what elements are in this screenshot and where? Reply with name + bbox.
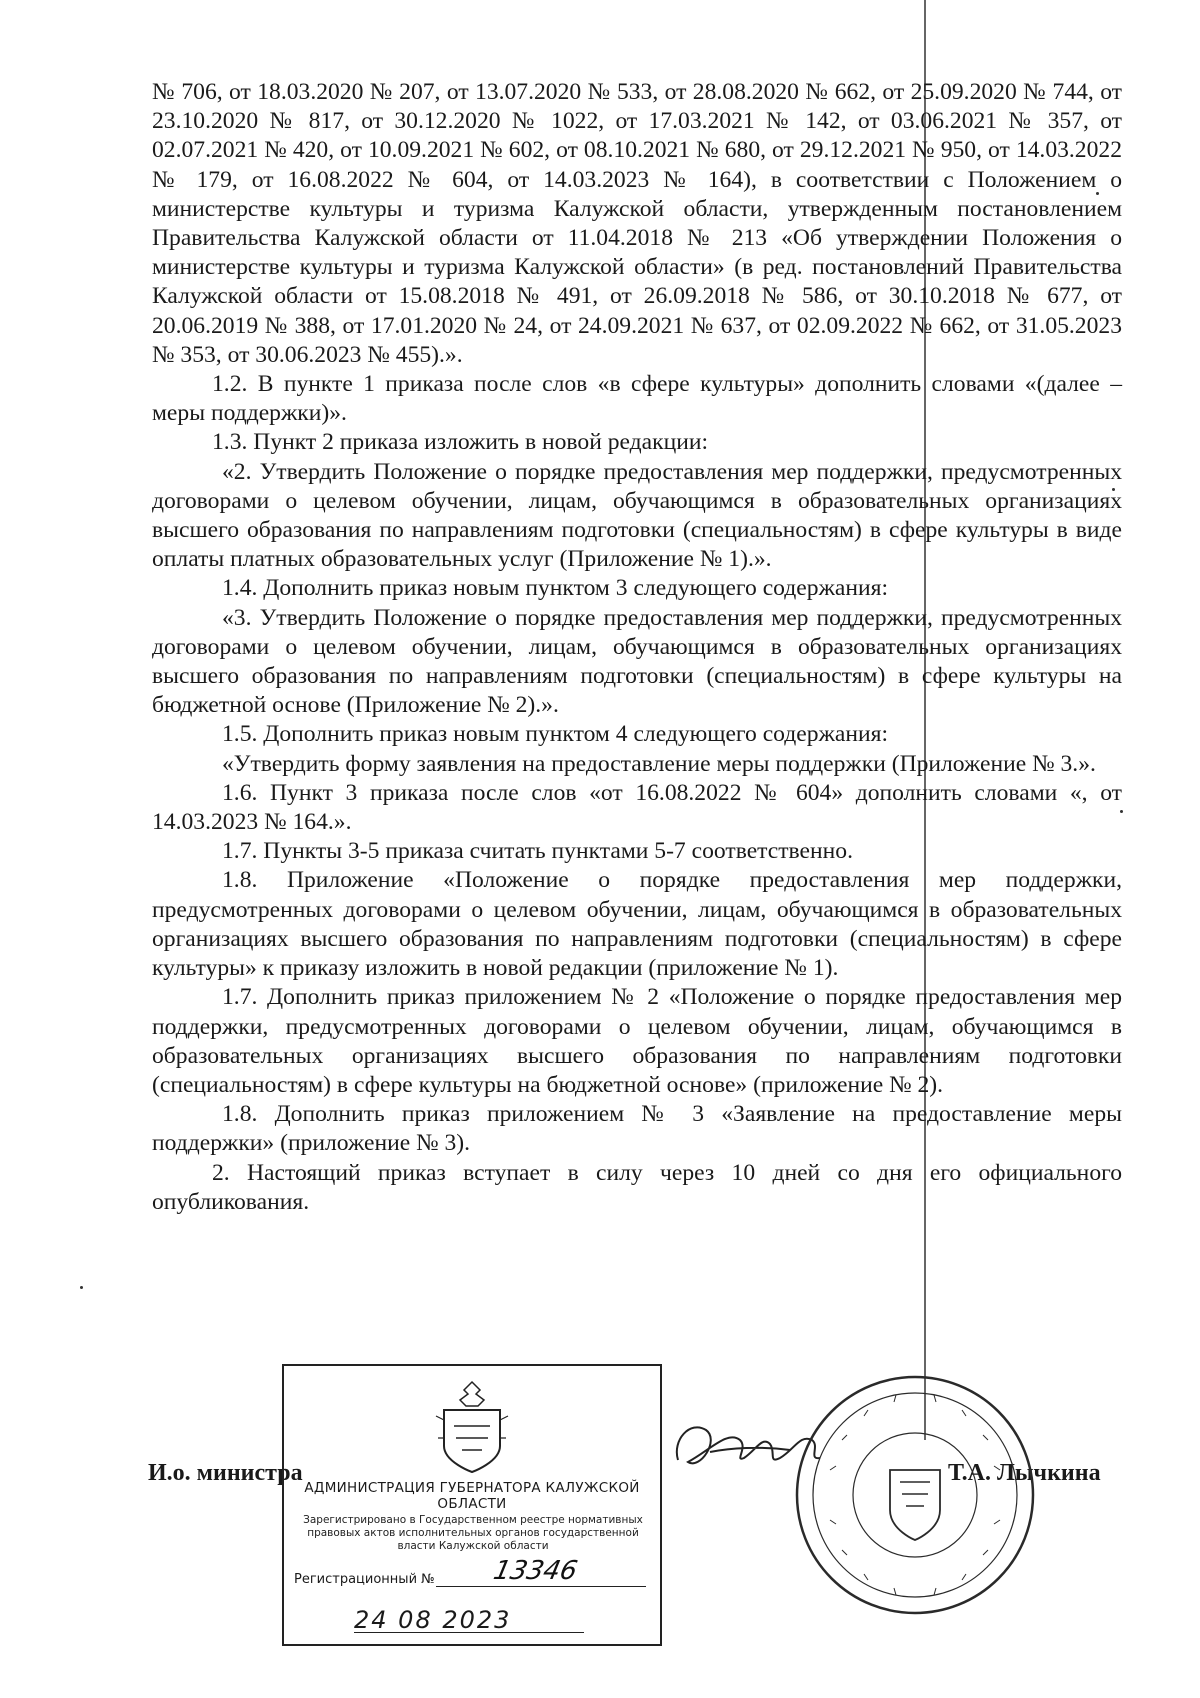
scan-speck — [80, 1286, 83, 1289]
paragraph-1-7: 1.7. Пункты 3-5 приказа считать пунктами 5-7 соответственно. — [222, 838, 853, 865]
paragraph-1-3: 1.3. Пункт 2 приказа изложить в новой редакции: — [212, 429, 709, 456]
stamp-reg-label: Регистрационный № — [294, 1572, 435, 1587]
paragraph-quote-4: «Утвердить форму заявления на предоставление меры поддержки (Приложение № 3.». — [222, 750, 1096, 777]
paragraph-2-effective: 2. Настоящий приказ вступает в силу через 10 дней со дня его официального опубликования. — [152, 1159, 1122, 1215]
paragraph-1-8: 1.8. Приложение «Положение о порядке предоставления мер поддержки, предусмотренных договорами о целевом обучении, лицам, обучающимся в образовательных организациях высшего образования по направлениям подготовки (специальностям) в сфере культуры» к приказу изложить в новой редакции (приложение № 1). — [152, 867, 1122, 982]
signer-name: Т.А. Лычкина — [948, 1460, 1101, 1486]
paragraph-legal-basis: № 706, от 18.03.2020 № 207, от 13.07.2020 № 533, от 28.08.2020 № 662, от 25.09.2020 № 744, от 23.10.2020 № 817, от 30.12.2020 № 1022, от 17.03.2021 № 142, от 03.06.2021 № 357, от 02.07.2021 № 420, от 10.09.2021 № 602, от 08.10.2021 № 680, от 29.12.2021 № 950, от 14.03.2022 № 179, от 16.08.2022 № 604, от 14.03.2023 № 164), в соответствии с Положением о министерстве культуры и туризма Калужской области, утвержденным постановлением Правительства Калужской области от 11.04.2018 № 213 «Об утверждении Положения о министерстве культуры и туризма Калужской области» (в ред. постановлений Правительства Калужской области от 15.08.2018 № 491, от 26.09.2018 № 586, от 30.10.2018 № 677, от 20.06.2019 № 388, от 17.01.2020 № 24, от 24.09.2021 № 637, от 02.09.2022 № 662, от 31.05.2023 № 353, от 30.06.2023 № 455).». — [152, 79, 1122, 368]
stamp-date-line — [354, 1632, 584, 1633]
stamp-reg-number: 13346 — [490, 1556, 580, 1586]
stamp-body-text: Зарегистрировано в Государственном реестре нормативных правовых актов исполнительных органов государственной власти Калужской области — [303, 1514, 643, 1552]
paragraph-1-4: 1.4. Дополнить приказ новым пунктом 3 следующего содержания: — [222, 575, 889, 602]
stamp-date: 24 08 2023 — [354, 1606, 512, 1634]
paragraph-quote-3: «3. Утвердить Положение о порядке предоставления мер поддержки, предусмотренных договорами о целевом обучении, лицам, обучающимся в образовательных организациях высшего образования по направлениям подготовки (специальностям) в сфере культуры на бюджетной основе (Приложение № 2).». — [152, 604, 1122, 719]
coat-of-arms-image — [432, 1376, 512, 1476]
paragraph-1-5: 1.5. Дополнить приказ новым пунктом 4 следующего содержания: — [222, 721, 889, 748]
paragraph-1-7-second: 1.7. Дополнить приказ приложением № 2 «Положение о порядке предоставления мер поддержки, предусмотренных договорами о целевом обучении, лицам, обучающимся в образовательных организациях высшего образования по направлениям подготовки (специальностям) в сфере культуры на бюджетной основе» (приложение № 2). — [152, 984, 1122, 1098]
document-body — [152, 78, 1122, 1217]
registration-stamp — [282, 1364, 662, 1646]
paragraph-1-6: 1.6. Пункт 3 приказа после слов «от 16.08.2022 № 604» дополнить словами «, от 14.03.2023 № 164.». — [152, 779, 1122, 836]
paragraph-quote-2: «2. Утвердить Положение о порядке предоставления мер поддержки, предусмотренных договорами о целевом обучении, лицам, обучающимся в образовательных организациях высшего образования по направлениям подготовки (специальностям) в сфере культуры в виде оплаты платных образовательных услуг (Приложение № 1).». — [152, 458, 1122, 573]
signature-title: И.о. министра — [148, 1460, 303, 1486]
stamp-reg-line — [436, 1586, 646, 1587]
paragraph-1-8-second: 1.8. Дополнить приказ приложением № 3 «Заявление на предоставление меры поддержки» (приложение № 3). — [152, 1101, 1122, 1157]
stamp-header: АДМИНИСТРАЦИЯ ГУБЕРНАТОРА КАЛУЖСКОЙ ОБЛАСТИ — [304, 1480, 640, 1512]
paragraph-1-2: 1.2. В пункте 1 приказа после слов «в сфере культуры» дополнить словами «(далее – меры поддержки)». — [152, 371, 1122, 427]
official-seal-image — [790, 1370, 1040, 1620]
